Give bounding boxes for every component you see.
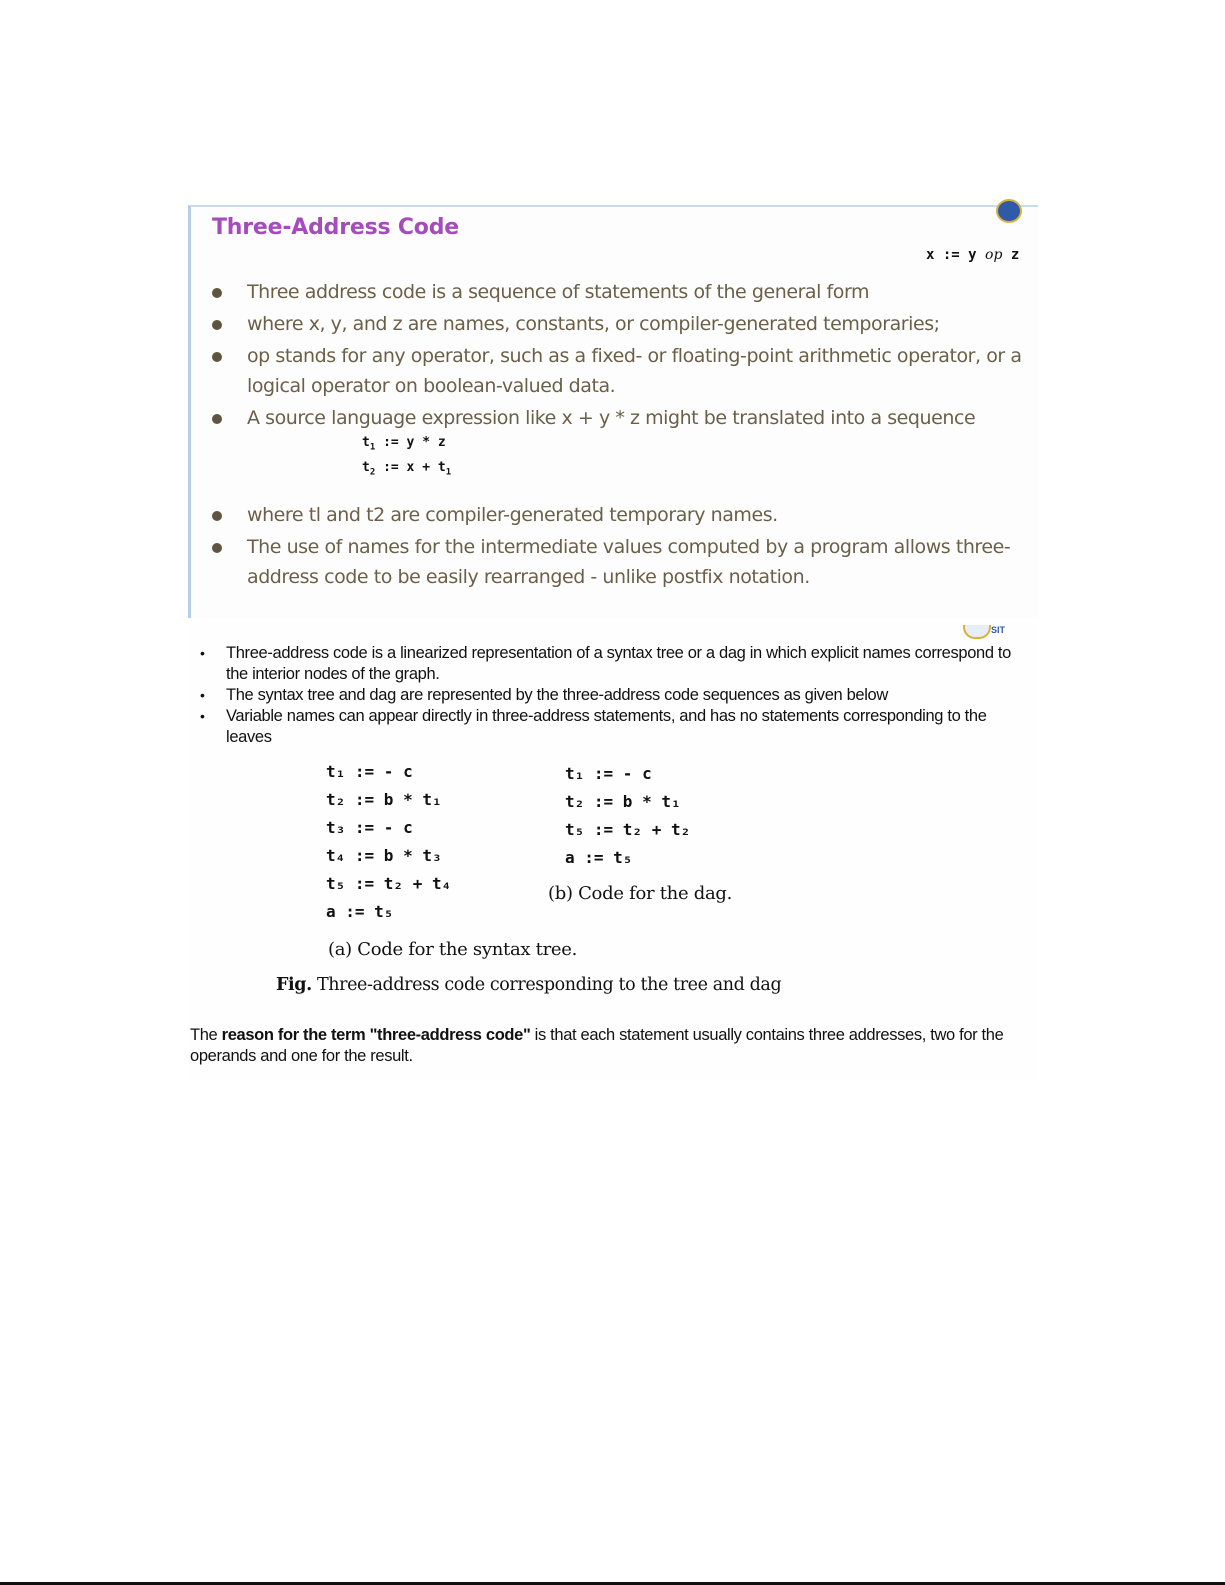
bullet-icon: [212, 352, 222, 362]
figure-caption: [276, 975, 781, 995]
bullet-text: Three-address code is a linearized representation of a syntax tree or a dag in which explicit names correspond to the interior nodes of the graph.: [226, 644, 1011, 683]
figure-caption-text: Three-address code corresponding to the tree and dag: [316, 975, 782, 995]
general-form-formula: [926, 247, 1019, 263]
reason-bold: reason for the term "three-address code": [221, 1026, 531, 1044]
reason-paragraph: [190, 1025, 1030, 1067]
caption-dag: (b) Code for the dag.: [548, 883, 733, 904]
slide-tree-and-dag: [188, 625, 1038, 1080]
code-line: $t_2$ := $x + t_1$: [362, 459, 452, 478]
code-line: t₅ := t₂ + t₄: [326, 874, 452, 893]
bullet-text: A source language expression like x + y * z might be translated into a sequence: [247, 407, 976, 429]
bullet-text: where x, y, and z are names, constants, or compiler-generated temporaries;: [247, 313, 940, 335]
bullet-text: The use of names for the intermediate values computed by a program allows three-address code to be easily rearranged - unlike postfix notation.: [247, 536, 1011, 589]
logo-text: SIT: [991, 625, 1006, 635]
bullet-icon: [212, 511, 222, 521]
bullet-icon: •: [200, 708, 205, 724]
university-logo-icon: [996, 199, 1022, 223]
bullet-text: Variable names can appear directly in three-address statements, and has no statements corresponding to the leaves: [226, 707, 987, 746]
code-line: t₂ := b * t₁: [565, 792, 681, 811]
slide-three-address-code: [188, 205, 1038, 618]
bullet-icon: •: [200, 645, 205, 661]
bullet-icon: •: [200, 687, 205, 703]
bullet-icon: [212, 320, 222, 330]
code-dag: [565, 760, 690, 872]
code-line: t₁ := - c: [326, 762, 413, 781]
slide-title: Three-Address Code: [212, 215, 459, 240]
code-line: t₂ := b * t₁: [326, 790, 442, 809]
reason-suffix: is that each statement usually contains three addresses, two for the operands and one for the result.: [190, 1026, 1004, 1065]
bullet-icon: [212, 543, 222, 553]
code-line: a := t₅: [326, 902, 394, 921]
list-item: [212, 277, 1032, 307]
bullet-text: where tl and t2 are compiler-generated temporary names.: [247, 504, 778, 527]
bullet-icon: [212, 288, 222, 298]
bullet-list: [212, 277, 1032, 594]
list-item: [212, 309, 1032, 339]
list-item: [212, 403, 1032, 433]
figure-label: Fig.: [276, 975, 312, 995]
reason-prefix: The: [190, 1026, 222, 1044]
formula-x: x: [926, 247, 935, 263]
formula-assign: :=: [942, 247, 960, 263]
code-line: t₁ := - c: [565, 764, 652, 783]
code-example: [212, 433, 1032, 482]
code-syntax-tree: [326, 758, 451, 926]
code-line: t₄ := b * t₃: [326, 846, 442, 865]
code-line: t₅ := t₂ + t₂: [565, 820, 691, 839]
bullet-icon: [212, 414, 222, 424]
code-line: $t_1$ := y * z: [362, 435, 446, 453]
bullet-text: Three address code is a sequence of statements of the general form: [247, 281, 870, 303]
formula-y: y: [968, 247, 977, 263]
list-item: [212, 532, 1032, 592]
list-item: [198, 706, 1028, 748]
list-item: [198, 685, 1028, 706]
code-line: t₃ := - c: [326, 818, 413, 837]
formula-z: z: [1010, 247, 1020, 263]
list-item: [212, 341, 1032, 401]
bullet-text: op stands for any operator, such as a fixed- or floating-point arithmetic operator, or a logical operator on boolean-valued data.: [247, 345, 1022, 397]
bullet-list: [198, 643, 1028, 748]
list-item: [212, 500, 1032, 530]
formula-op: op: [985, 247, 1003, 263]
bullet-text: The syntax tree and dag are represented by the three-address code sequences as given below: [226, 686, 888, 704]
caption-syntax-tree: (a) Code for the syntax tree.: [328, 939, 578, 960]
university-logo-icon: [963, 625, 991, 639]
code-line: a := t₅: [565, 848, 633, 867]
list-item: [198, 643, 1028, 685]
